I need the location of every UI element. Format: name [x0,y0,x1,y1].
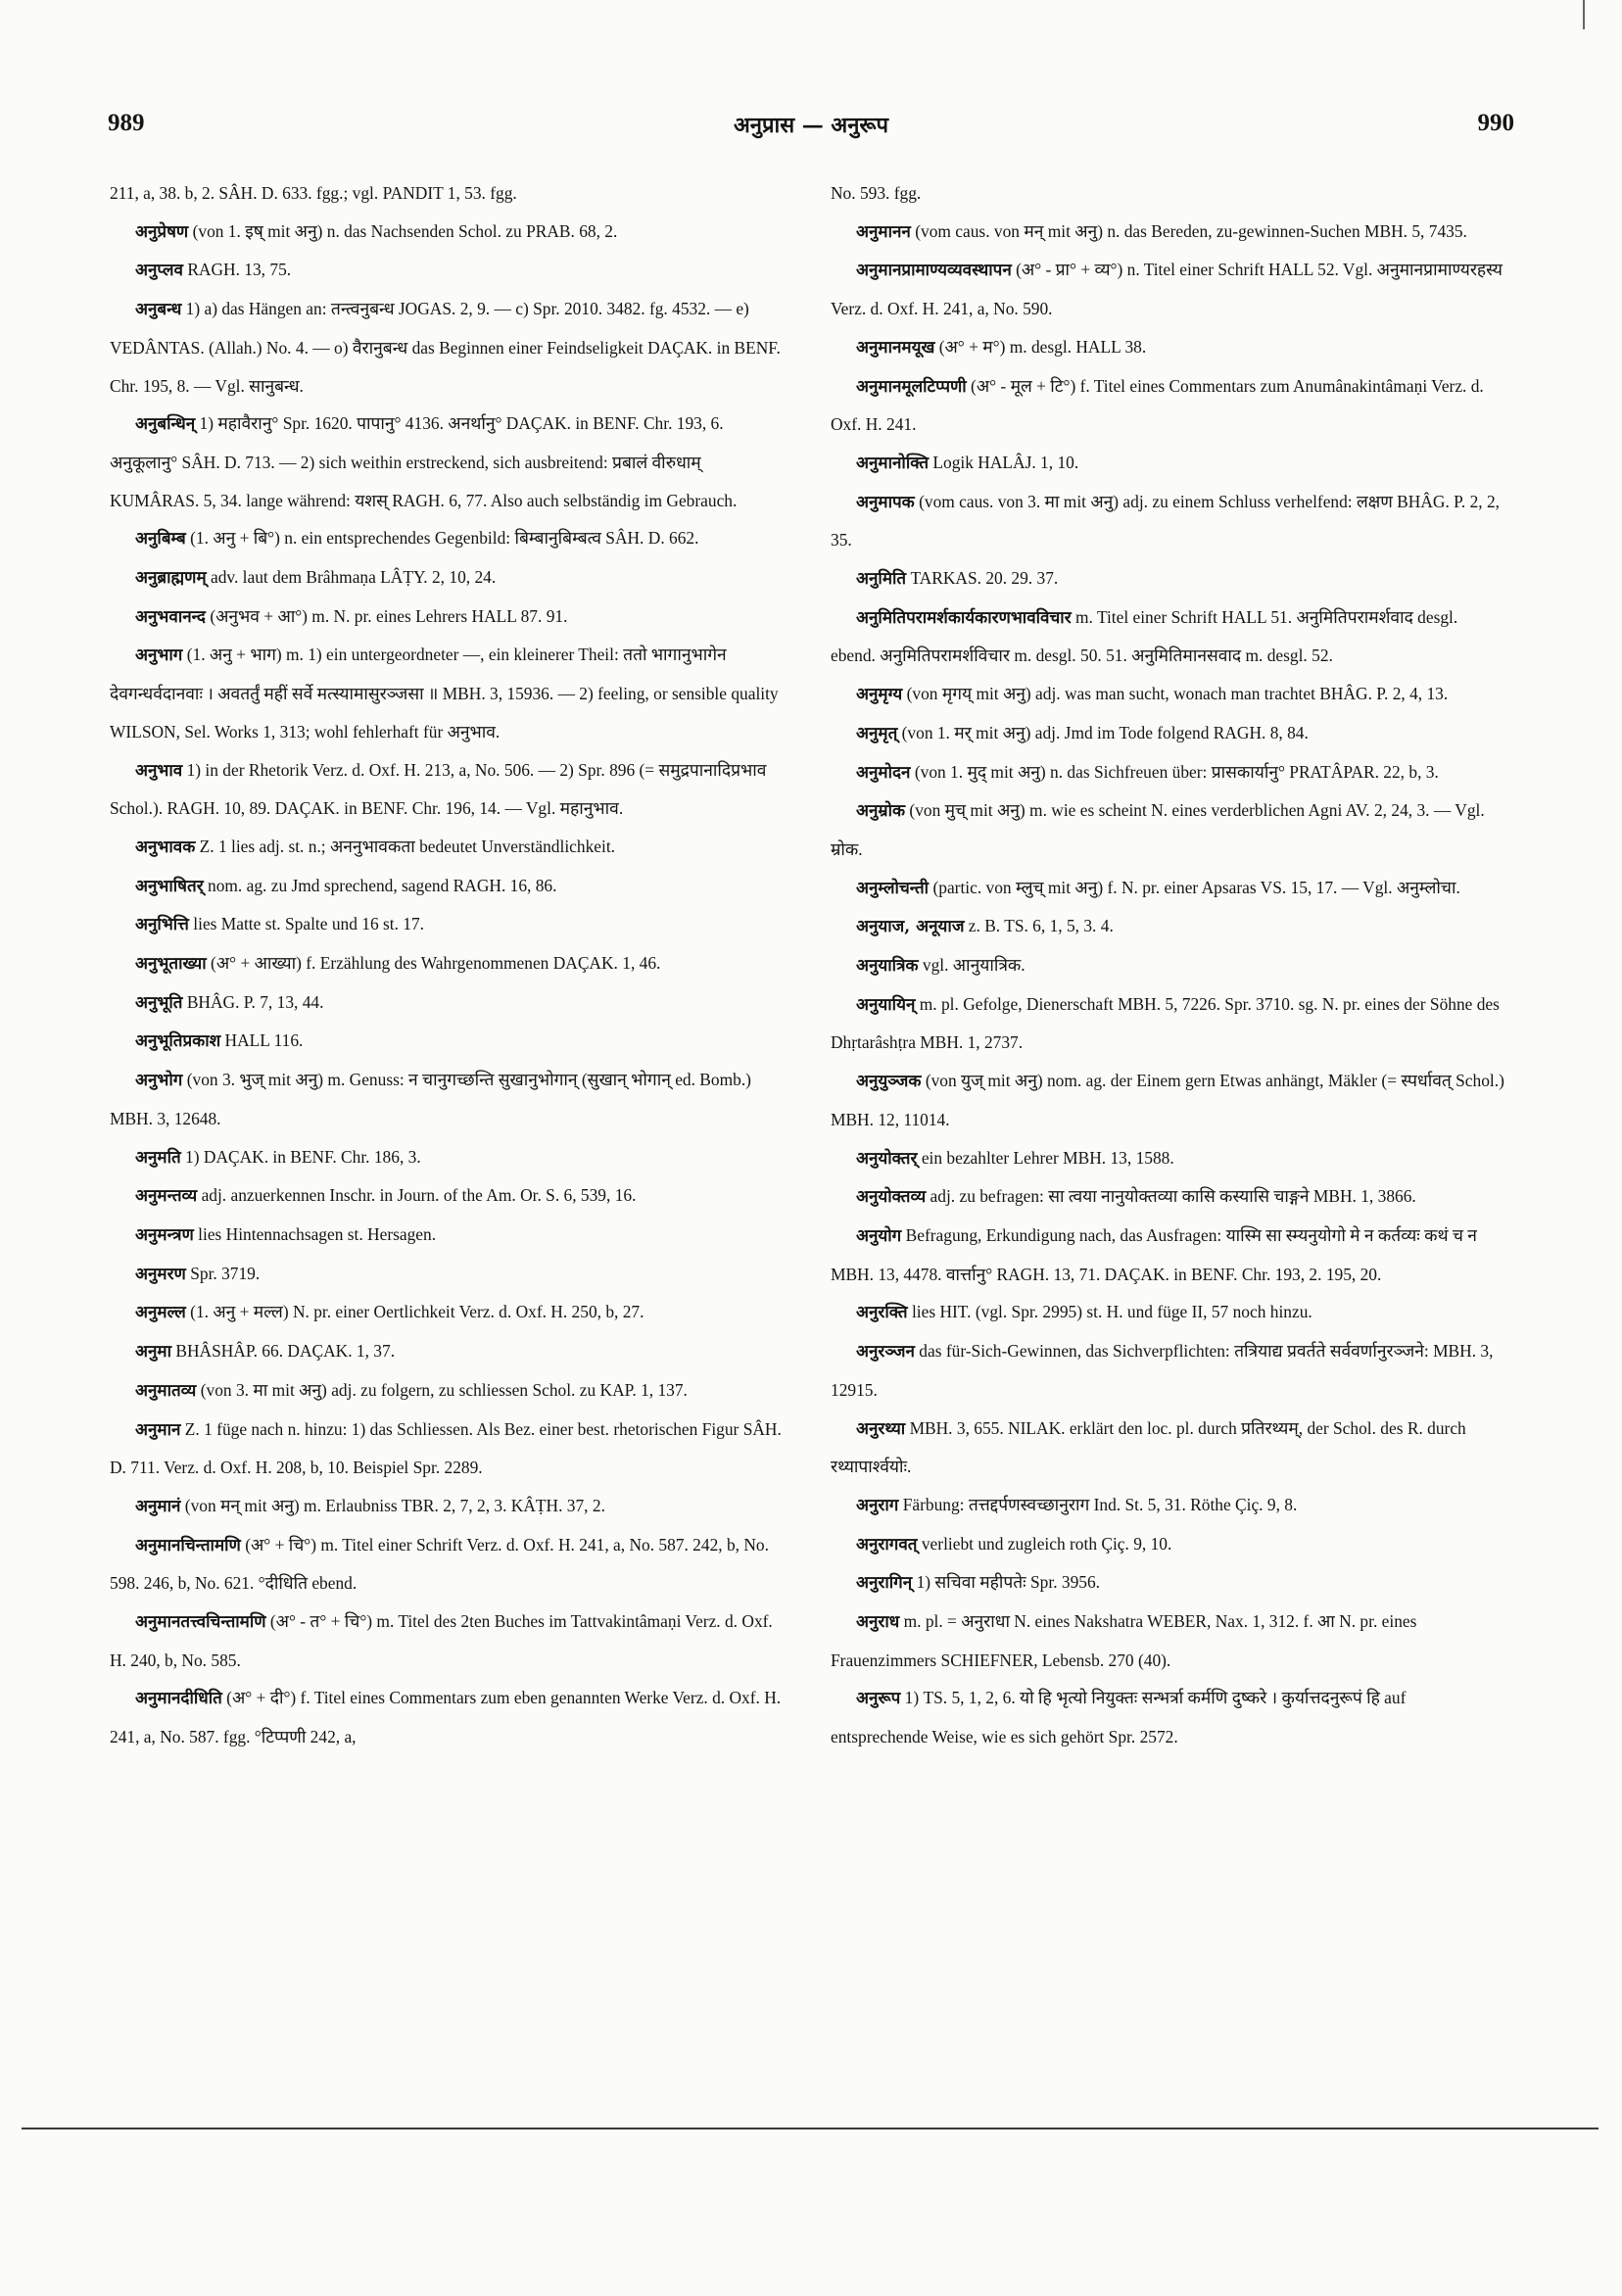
entry-text: HALL 116. [224,1030,304,1051]
dictionary-entry [110,519,786,558]
dictionary-entry [110,636,786,750]
entry-text: 1) in der Rhetorik Verz. d. Oxf. H. 213, a, No. 506. — 2) Spr. 896 (= समुद्रपानादिप्रभाव Schol.). RAGH. 10, 89. DAÇAK. in BENF. Chr. 196, 14. — Vgl. महानुभाव. [110,759,767,819]
dictionary-entry [110,905,786,944]
entry-text: (von 1. मुद् mit अनु) n. das Sichfreuen über: प्रासकार्यानु° PRATÂPAR. 22, b, 3. [914,761,1439,782]
entry-headword: अनुमा [135,1342,171,1363]
dictionary-entry [831,1332,1506,1409]
entry-headword: अनुप्रेषण [135,221,189,242]
entry-text: Färbung: तत्तद्दर्पणस्वच्छानुराग Ind. St. 5, 31. Röthe Çiç. 9, 8. [902,1494,1298,1514]
dictionary-entry [110,983,786,1023]
entry-text: 211, a, 38. b, 2. SÂH. D. 633. fgg.; vgl. PANDIT 1, 53. fgg. [110,183,517,203]
dictionary-entry [831,1293,1506,1332]
entry-headword: अनुमान [135,1419,181,1440]
dictionary-entry [831,1679,1506,1755]
entry-text: vgl. आनुयात्रिक. [922,955,1026,976]
entry-text: nom. ag. zu Jmd sprechend, sagend RAGH. 16, 86. [208,875,557,895]
entry-text: adj. zu befragen: सा त्वया नानुयोक्तव्या कासि कस्यासि चाङ्गने MBH. 1, 3866. [930,1186,1416,1207]
scan-mark [1583,0,1585,29]
entry-headword: अनुरक्ति [856,1303,908,1323]
entry-text: (अ° + आख्या) f. Erzählung des Wahrgenommenen DAÇAK. 1, 46. [211,953,661,974]
entry-text: BHÂSHÂP. 66. DAÇAK. 1, 37. [175,1341,396,1362]
dictionary-entry [110,1371,786,1411]
dictionary-entry [110,1332,786,1371]
entry-text: 1) TS. 5, 1, 2, 6. यो हि भृत्यो नियुक्तः सन्भर्त्रा कर्मणि दुष्करे । कुर्यात्तदनुरूपं हि auf entsprechende Weise, wie es sich gehört Spr. 2572. [831,1688,1407,1747]
dictionary-entry [831,444,1506,483]
entry-text: (1. अनु + बि°) n. ein entsprechendes Gegenbild: बिम्बानुबिम्बत्व SÂH. D. 662. [190,528,699,549]
entry-text: (अ° - प्रा° + व्य°) n. Titel einer Schrift HALL 52. Vgl. अनुमानप्रामाण्यरहस्य Verz. d. Oxf. H. 241, a, No. 590. [831,260,1503,319]
entry-headword: अनुयात्रिक [856,956,919,977]
entry-headword: अनुमल्ल [135,1303,186,1323]
page-header [108,110,1514,149]
entry-headword: अनुमोदन [856,762,911,783]
entry-text: (von मुच् mit अनु) m. wie es scheint N. eines verderblichen Agni AV. 2, 24, 3. — Vgl. म्रोक. [831,800,1485,859]
entry-text: (अ° + चि°) m. Titel einer Schrift Verz. d. Oxf. H. 241, a, No. 587. 242, b, No. 598. 246, b, No. 621. °दीधिति ebend. [110,1534,769,1594]
entry-headword: अनुयाज, अनूयाज [856,917,965,937]
dictionary-entry [110,1679,786,1755]
dictionary-entry [110,1061,786,1137]
entry-headword: अनुम्लोचन्ती [856,878,930,898]
dictionary-entry [831,791,1506,868]
dictionary-entry [831,174,1506,213]
entry-headword: अनुरूप [856,1689,901,1709]
entry-text: (vom caus. von मन् mit अनु) n. das Bereden, zu-gewinnen-Suchen MBH. 5, 7435. [915,220,1467,241]
dictionary-entry [110,251,786,290]
entry-text: adv. laut dem Brâhmaṇa LÂṬY. 2, 10, 24. [210,567,497,588]
entry-headword: अनुरागवत् [856,1534,918,1555]
entry-text: (अनुभव + आ°) m. N. pr. eines Lehrers HALL 87. 91. [210,605,568,626]
dictionary-entry [110,1255,786,1294]
entry-headword: अनुयोक्तर् [856,1148,918,1169]
entry-headword: अनुमानोक्ति [856,453,930,473]
entry-text: z. B. TS. 6, 1, 5, 3. 4. [968,916,1114,936]
entry-headword: अनुभूताख्या [135,954,207,975]
entry-headword: अनुभवानन्द [135,606,206,627]
dictionary-entry [831,213,1506,252]
dictionary-entry [831,559,1506,598]
entry-headword: अनुरथ्या [856,1418,906,1439]
entry-headword: अनुबिम्ब [135,529,186,550]
dictionary-entry [831,1410,1506,1486]
left-column [110,174,786,2129]
dictionary-entry [831,907,1506,946]
entry-text: Spr. 3719. [190,1263,261,1283]
entry-text: BHÂG. P. 7, 13, 44. [186,991,324,1012]
dictionary-entry [831,1139,1506,1178]
entry-headword: अनुमापक [856,492,915,512]
dictionary-entry [110,1526,786,1602]
dictionary-entry [110,751,786,828]
entry-headword: अनुरागिन् [856,1573,913,1594]
dictionary-entry [831,869,1506,908]
entry-text: m. pl. = अनुराधा N. eines Nakshatra WEBER, Nax. 1, 312. f. आ N. pr. eines Frauenzimmers SCHIEFNER, Lebensb. 270 (40). [831,1611,1417,1670]
entry-text: (अ° + म°) m. desgl. HALL 38. [938,336,1147,357]
entry-headword: अनुमितिपरामर्शकार्यकारणभावविचार [856,607,1072,628]
dictionary-entry [831,367,1506,444]
entry-headword: अनुमानं [135,1496,181,1516]
page-number-right: 990 [1477,110,1514,136]
entry-text: m. Titel einer Schrift HALL 51. अनुमितिपरामर्शवाद desgl. ebend. अनुमितिपरामर्शविचार m. desgl. 50. 51. अनुमितिमानसवाद m. desgl. 52. [831,606,1458,666]
entry-text: (अ° - मूल + टि°) f. Titel eines Commentars zum Anumânakintâmaṇi Verz. d. Oxf. H. 241. [831,375,1484,435]
dictionary-entry [831,753,1506,792]
entry-text: Logik HALÂJ. 1, 10. [932,452,1079,472]
entry-headword: अनुमानप्रामाण्यव्यवस्थापन [856,261,1012,281]
dictionary-entry [831,1525,1506,1564]
right-column [831,174,1506,2129]
entry-headword: अनुबन्ध [135,300,182,320]
dictionary-entry [831,946,1506,985]
dictionary-entry [110,1487,786,1526]
entry-headword: अनुभाव [135,760,183,781]
entry-text: (von मन् mit अनु) m. Erlaubniss TBR. 2, 7, 2, 3. KÂṬH. 37, 2. [184,1495,605,1515]
entry-headword: अनुमानन [856,221,911,242]
entry-headword: अनुयोग [856,1225,902,1246]
entry-headword: अनुमानदीधिति [135,1689,222,1709]
entry-text: das für-Sich-Gewinnen, das Sichverpflichten: तत्रियाद्य प्रवर्तते सर्ववर्णानुरञ्जने: MBH. 3, 12915. [831,1341,1494,1400]
dictionary-entry [110,1138,786,1177]
dictionary-entry [831,598,1506,675]
dictionary-entry [110,1022,786,1061]
entry-headword: अनुमानमूलटिप्पणी [856,376,967,397]
dictionary-entry [110,1411,786,1487]
entry-headword: अनुमानतत्त्वचिन्तामणि [135,1612,266,1633]
dictionary-entry [110,213,786,252]
dictionary-entry [831,1062,1506,1138]
dictionary-entry [831,328,1506,367]
entry-text: (von युज् mit अनु) nom. ag. der Einem gern Etwas anhängt, Mäkler (= स्पर्धावत् Schol.) MBH. 12, 11014. [831,1071,1504,1129]
dictionary-entry [831,714,1506,753]
entry-text: No. 593. fgg. [831,183,922,203]
entry-text: lies Hintennachsagen st. Hersagen. [198,1223,437,1244]
entry-text: Z. 1 füge nach n. hinzu: 1) das Schliessen. Als Bez. einer best. rhetorischen Figur SÂH. D. 711. Verz. d. Oxf. H. 208, b, 10. Beispiel Spr. 2289. [110,1418,782,1478]
dictionary-entry [110,405,786,519]
entry-headword: अनुमति [135,1147,181,1168]
entry-headword: अनुप्लव [135,261,183,281]
entry-text: (1. अनु + भाग) m. 1) ein untergeordneter —, ein kleinerer Theil: ततो भागानुभागेन देवगन्धर्वदानवाः । अवतर्तुं महीं सर्वे मत्स्यामासुरञ्जसा ॥ MBH. 3, 15936. — 2) feeling, or sensible quality WILSON, Sel. Works 1, 313; wohl fehlerhaft für अनुभाव. [110,645,779,741]
dictionary-entry [110,867,786,906]
entry-text: verliebt und zugleich roth Çiç. 9, 10. [921,1533,1172,1554]
dictionary-entry [831,483,1506,559]
entry-headword: अनुमानचिन्तामणि [135,1535,241,1555]
entry-headword: अनुभाषितर् [135,876,204,896]
entry-text: (von 1. मर् mit अनु) adj. Jmd im Tode folgend RAGH. 8, 84. [901,722,1309,742]
entry-headword: अनुराग [856,1495,899,1515]
dictionary-entry [110,290,786,405]
entry-headword: अनुमिति [856,569,907,590]
entry-headword: अनुयुञ्जक [856,1072,922,1092]
entry-text: (von 3. भुज् mit अनु) m. Genuss: न चानुगच्छन्ति सुखानुभोगान् (सुखान् भोगान् ed. Bomb.) MBH. 3, 12648. [110,1070,751,1128]
entry-headword: अनुमातव्य [135,1380,197,1401]
entry-headword: अनुमृग्य [856,685,903,705]
dictionary-entry [110,174,786,213]
entry-text: (von 3. मा mit अनु) adj. zu folgern, zu schliessen Schol. zu KAP. 1, 137. [200,1379,688,1400]
entry-text: Z. 1 lies adj. st. n.; अननुभावकता bedeutet Unverständlichkeit. [199,836,616,856]
entry-text: MBH. 3, 655. NILAK. erklärt den loc. pl. durch प्रतिरथ्यम्, der Schol. des R. durch रथ्यापार्श्वयोः. [831,1417,1466,1477]
entry-headword: अनुमन्त्रण [135,1224,194,1245]
dictionary-entry [831,1177,1506,1217]
dictionary-entry [110,598,786,637]
dictionary-entry [110,1293,786,1332]
entry-text: 1) a) das Hängen an: तन्त्वनुबन्ध JOGAS. 2, 9. — c) Spr. 2010. 3482. fg. 4532. — e) VEDÂNTAS. (Allah.) No. 4. — o) वैरानुबन्ध das Beginnen einer Feindseligkeit DAÇAK. in BENF. Chr. 195, 8. — Vgl. सानुबन्ध. [110,299,781,396]
dictionary-entry [831,985,1506,1062]
entry-headword: अनुभित्ति [135,915,189,935]
dictionary-entry [110,1216,786,1255]
entry-headword: अनुमन्तव्य [135,1186,198,1207]
entry-headword: अनुबन्धिन् [135,414,196,435]
entry-headword: अनुराध [856,1612,900,1633]
entry-headword: अनुयायिन् [856,994,916,1015]
entry-headword: अनुब्राह्मणम् [135,568,207,589]
dictionary-entry [831,1602,1506,1679]
entry-headword: अनुभोग [135,1071,183,1091]
dictionary-entry [831,1217,1506,1293]
dictionary-entry [110,944,786,983]
entry-text: adj. anzuerkennen Inschr. in Journ. of the Am. Or. S. 6, 539, 16. [201,1185,637,1206]
bottom-rule [22,2128,1598,2129]
entry-headword: अनुभावक [135,837,196,857]
entry-text: lies Matte st. Spalte und 16 st. 17. [193,914,425,934]
dictionary-entry [110,1602,786,1679]
dictionary-entry [110,1176,786,1216]
entry-text: (अ° - त° + चि°) m. Titel des 2ten Buches im Tattvakintâmaṇi Verz. d. Oxf. H. 240, b, No. 585. [110,1611,773,1670]
entry-headword: अनुयोक्तव्य [856,1187,927,1208]
entry-headword: अनुरञ्जन [856,1342,915,1363]
dictionary-entry [831,1563,1506,1602]
entry-text: 1) सचिवा महीपतेः Spr. 3956. [916,1572,1101,1593]
dictionary-entry [831,1486,1506,1525]
dictionary-entry [110,828,786,867]
entry-text: TARKAS. 20. 29. 37. [910,568,1059,589]
entry-text: (von 1. इष् mit अनु) n. das Nachsenden Schol. zu PRAB. 68, 2. [192,220,618,241]
entry-text: lies HIT. (vgl. Spr. 2995) st. H. und füge II, 57 noch hinzu. [911,1302,1312,1322]
entry-text: 1) महावैरानु° Spr. 1620. पापानु° 4136. अनर्थानु° DAÇAK. in BENF. Chr. 193, 6. अनुकूलानु° SÂH. D. 713. — 2) sich weithin erstreckend, sich ausbreitend: प्रबालं वीरुधाम् KUMÂRAS. 5, 34. lange während: यशस् RAGH. 6, 77. Also auch selbständig im Gebrauch. [110,413,738,510]
dictionary-entry [831,251,1506,327]
page-number-left: 989 [108,110,145,136]
entry-headword: अनुम्रोक [856,801,906,822]
running-head: अनुप्रास — अनुरूप [733,113,889,138]
entry-headword: अनुभूतिप्रकाश [135,1031,221,1052]
entry-text: RAGH. 13, 75. [187,260,292,280]
entry-text: 1) DAÇAK. in BENF. Chr. 186, 3. [185,1146,421,1167]
entry-headword: अनुभाग [135,646,183,666]
entry-text: ein bezahlter Lehrer MBH. 13, 1588. [921,1147,1174,1168]
entry-text: m. pl. Gefolge, Dienerschaft MBH. 5, 7226. Spr. 3710. sg. N. pr. eines der Söhne des Dhṛtarâshṭra MBH. 1, 2737. [831,993,1500,1053]
entry-headword: अनुमृत् [856,723,898,743]
dictionary-entry [110,558,786,598]
entry-headword: अनुभूति [135,992,183,1013]
entry-text: (vom caus. von 3. मा mit अनु) adj. zu einem Schluss verhelfend: लक्षण BHÂG. P. 2, 2, 35. [831,491,1501,550]
entry-headword: अनुमरण [135,1264,186,1284]
entry-headword: अनुमानमयूख [856,337,935,358]
entry-text: (1. अनु + मल्ल) N. pr. einer Oertlichkeit Verz. d. Oxf. H. 250, b, 27. [190,1302,644,1322]
entry-text: (अ° + दी°) f. Titel eines Commentars zum eben genannten Werke Verz. d. Oxf. H. 241, a, No. 587. fgg. °टिप्पणी 242, a, [110,1688,782,1747]
entry-text: (partic. von म्लुच् mit अनु) f. N. pr. einer Apsaras VS. 15, 17. — Vgl. अनुम्लोचा. [932,877,1460,897]
entry-text: (von मृगय् mit अनु) adj. was man sucht, wonach man trachtet BHÂG. P. 2, 4, 13. [906,684,1449,704]
entry-text: Befragung, Erkundigung nach, das Ausfragen: यास्मि सा स्म्यनुयोगो मे न कर्तव्यः कथं च न MBH. 13, 4478. वार्त्तानु° RAGH. 13, 71. DAÇAK. in BENF. Chr. 193, 2. 195, 20. [831,1224,1477,1284]
dictionary-entry [831,675,1506,714]
